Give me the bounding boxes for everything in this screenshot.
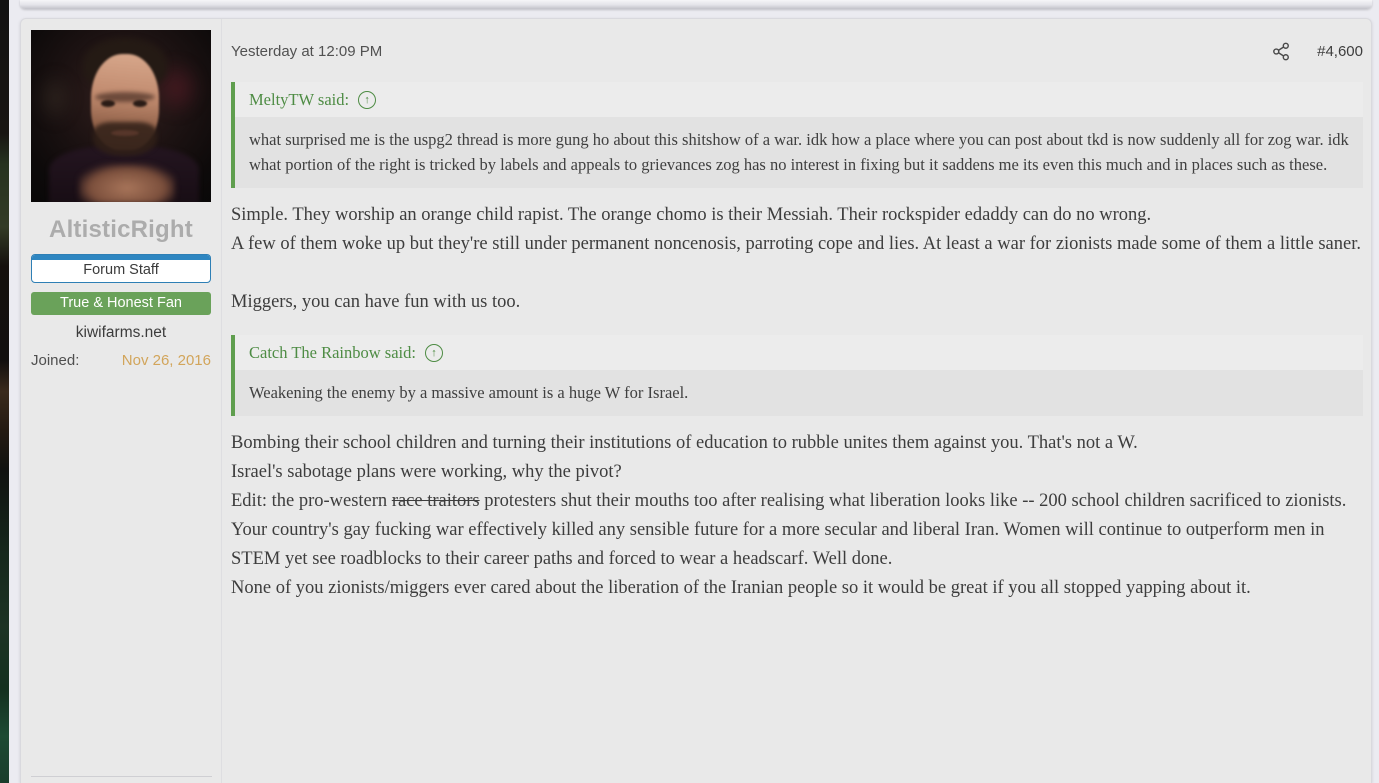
user-info-column [21,19,222,783]
joined-label: Joined: [31,352,80,369]
quote-block-meltytw [231,82,1363,188]
post-number-link[interactable]: #4,600 [1317,42,1363,60]
username-link[interactable]: AltisticRight [49,216,193,243]
page-background-wallpaper [0,0,9,783]
quote-attribution[interactable] [235,82,1363,117]
edit-text-post: protesters shut their mouths too after realising what liberation looks like -- 200 school children sacrificed to zionists. [479,491,1347,511]
joined-date: Nov 26, 2016 [121,352,211,369]
user-avatar[interactable] [31,30,211,202]
quote-attribution[interactable] [235,335,1363,370]
avatar-hands [79,164,175,202]
true-honest-fan-badge: True & Honest Fan [31,292,211,315]
post-paragraph: Miggers, you can have fun with us too. [231,292,521,312]
forum-post-card [20,18,1372,783]
edit-text-pre: Edit: the pro-western [231,491,392,511]
quote-attribution-text: MeltyTW said: [249,90,350,109]
joined-row [31,352,211,369]
quote-body-text: Weakening the enemy by a massive amount is a huge W for Israel. [235,370,1363,416]
post-body-text [231,429,1363,603]
blank-line [231,259,1363,288]
avatar-eye [101,100,115,107]
post-timestamp-link[interactable]: Yesterday at 12:09 PM [231,42,383,60]
post-content-column [231,19,1363,783]
user-custom-title: kiwifarms.net [75,324,167,341]
post-paragraph: Your country's gay fucking war effectively killed any sensible future for a more secular and liberal Iran. Women will continue to outperform men in STEM yet see roadblocks to their career paths and forced to wear a headscarf. Well done. [231,520,1325,569]
previous-post-bottom-edge [20,0,1372,9]
share-icon[interactable] [1272,42,1291,61]
forum-staff-badge [31,254,211,283]
quote-attribution-text: Catch The Rainbow said: [249,343,416,362]
avatar-background-detail [35,70,75,126]
post-paragraph: None of you zionists/miggers ever cared about the liberation of the Iranian people so it would be great if you all stopped yapping about it. [231,578,1251,598]
post-paragraph: Simple. They worship an orange child rapist. The orange chomo is their Messiah. Their rockspider edaddy can do no wrong. [231,205,1152,225]
forum-staff-badge-label: Forum Staff [83,262,159,278]
quote-block-catch-the-rainbow [231,335,1363,416]
avatar-mouth [111,130,139,136]
jump-to-quoted-post-icon[interactable]: ↑ [358,91,376,109]
post-paragraph: A few of them woke up but they're still under permanent noncenosis, parroting cope and lies. At least a war for zionists made some of them a little saner. [231,234,1361,254]
post-paragraph-with-strikethrough [231,487,1363,516]
post-body-text [231,201,1363,317]
user-cell-divider [31,776,212,777]
post-header [231,38,1363,64]
avatar-eye [133,100,147,107]
quote-body-text: what surprised me is the uspg2 thread is more gung ho about this shitshow of a war. idk how a place where you can post about tkd is now suddenly all for zog war. idk what portion of the right is tricked by labels and appeals to grievances zog has no interest in fixing but it saddens me its even this much and in places such as these. [235,117,1363,188]
post-paragraph: Israel's sabotage plans were working, why the pivot? [231,462,622,482]
jump-to-quoted-post-icon[interactable]: ↑ [425,344,443,362]
post-paragraph: Bombing their school children and turning their institutions of education to rubble unites them against you. That's not a W. [231,433,1138,453]
strikethrough-text: race traitors [391,491,480,511]
avatar-beard [93,122,157,156]
